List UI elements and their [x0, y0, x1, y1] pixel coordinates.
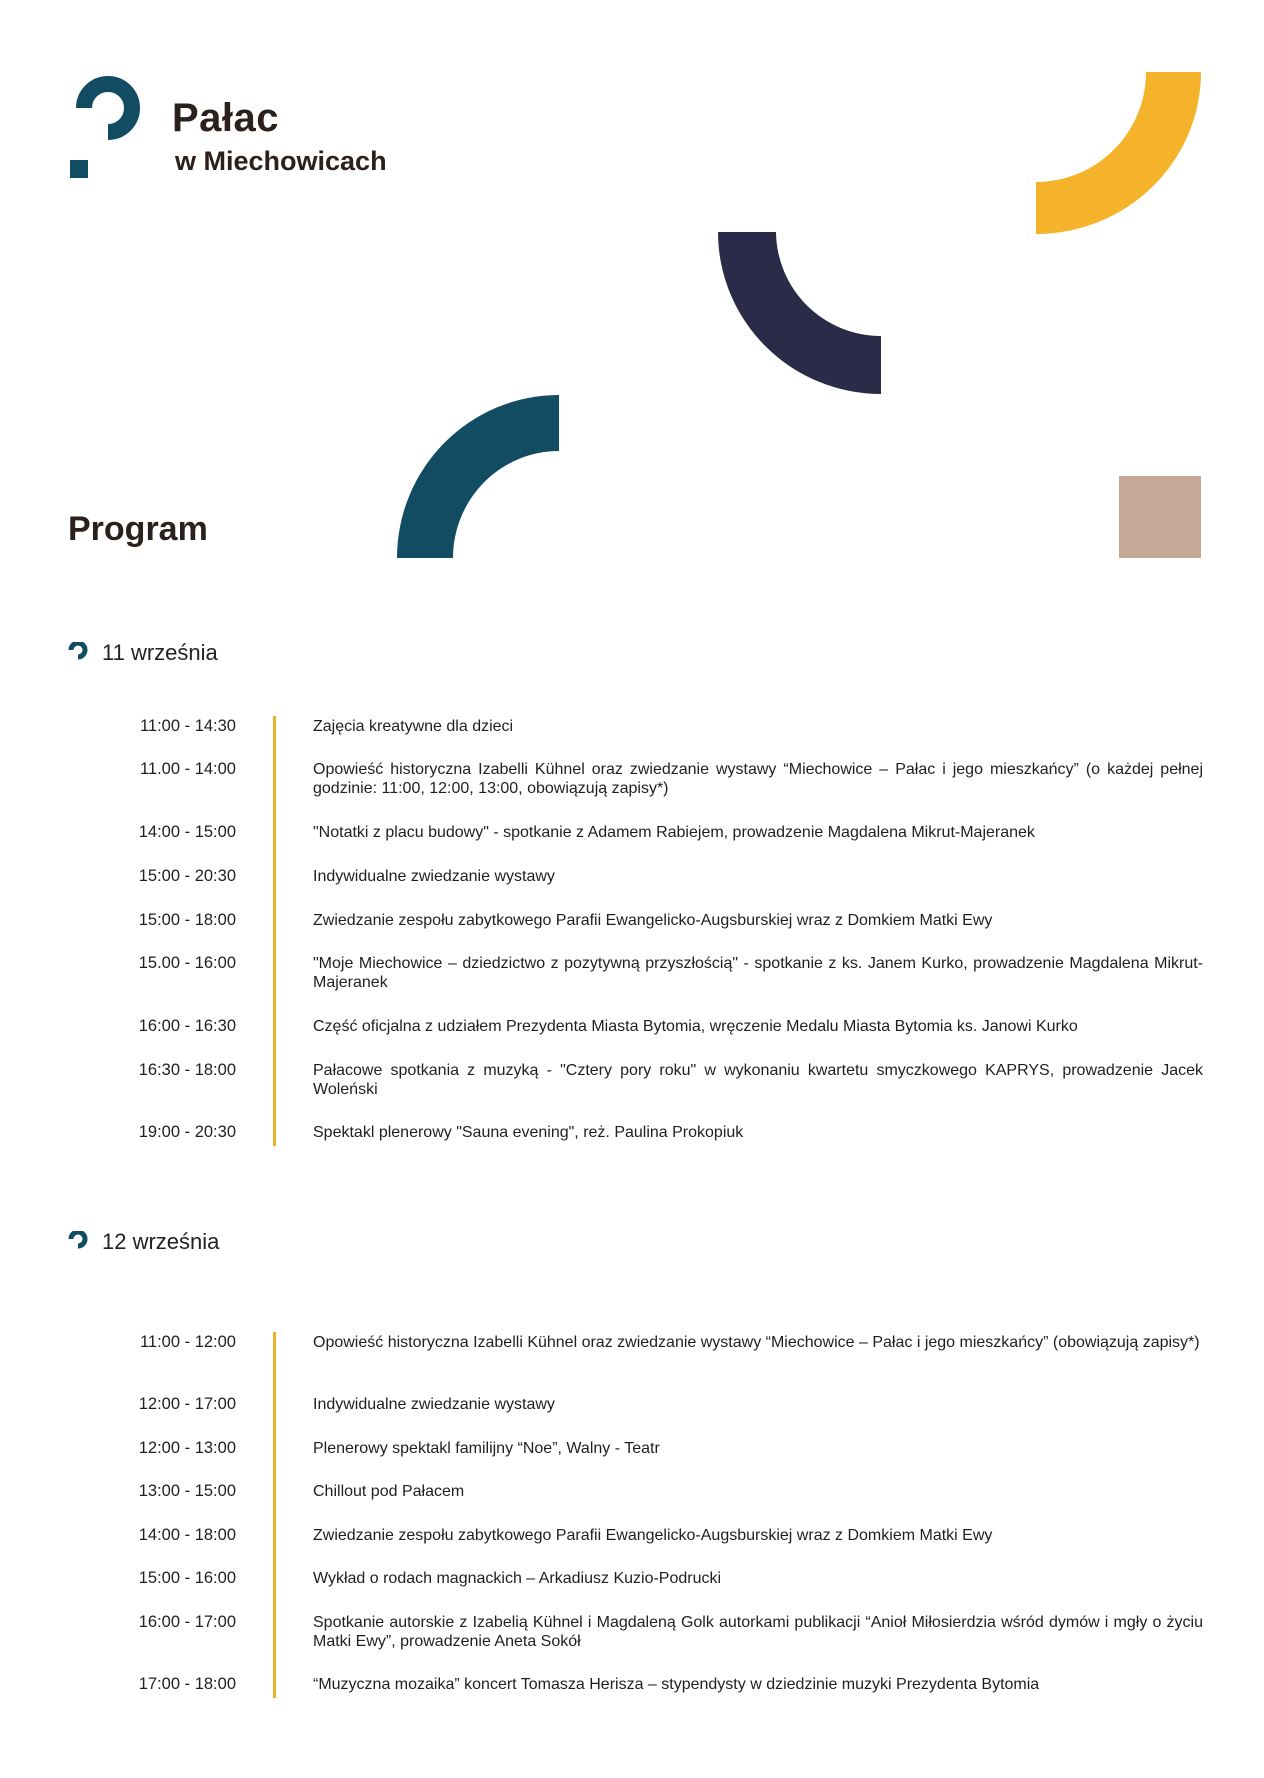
time-range: 15:00 - 16:00 [138, 1569, 236, 1587]
time-range: 19:00 - 20:30 [138, 1123, 236, 1141]
time-range: 12:00 - 13:00 [138, 1439, 236, 1457]
event-description: "Moje Miechowice – dziedzictwo z pozytywną przyszłością" - spotkanie z ks. Janem Kurko, prowadzenie Magdalena Mikrut-Majeranek [313, 955, 1203, 991]
question-mark-bullet-icon [68, 642, 88, 664]
day-heading [68, 640, 218, 666]
event-description: Indywidualne zwiedzanie wystawy [313, 868, 555, 885]
event-description: Opowieść historyczna Izabelli Kühnel oraz zwiedzanie wystawy “Miechowice – Pałac i jego mieszkańcy” (o każdej pełnej godzinie: 11:00, 12:00, 13:00, obowiązują zapisy*) [313, 761, 1203, 797]
event-description: “Muzyczna mozaika” koncert Tomasza Herisza – stypendysty w dziedzinie muzyki Prezydenta Bytomia [313, 1676, 1040, 1693]
yellow-quarter-ring-shape [1036, 72, 1201, 234]
time-range: 16:30 - 18:00 [138, 1061, 236, 1079]
event-description: Zwiedzanie zespołu zabytkowego Parafii Ewangelicko-Augsburskiej wraz z Domkiem Matki Ewy [313, 912, 993, 929]
event-description: Chillout pod Pałacem [313, 1483, 465, 1500]
time-range: 14:00 - 15:00 [138, 823, 236, 841]
time-range: 11:00 - 12:00 [139, 1333, 236, 1351]
teal-quarter-ring-shape [397, 395, 559, 558]
time-range: 11:00 - 14:30 [139, 717, 236, 735]
event-description: Część oficjalna z udziałem Prezydenta Miasta Bytomia, wręczenie Medalu Miasta Bytomia ks. Janowi Kurko [313, 1018, 1078, 1035]
day-label: 11 września [102, 640, 218, 665]
tan-square-shape [1119, 476, 1201, 558]
timeline-divider [273, 716, 276, 1146]
event-description: Opowieść historyczna Izabelli Kühnel oraz zwiedzanie wystawy “Miechowice – Pałac i jego mieszkańcy” (obowiązują zapisy*) [313, 1334, 1200, 1351]
event-description: Plenerowy spektakl familijny “Noe”, Walny - Teatr [313, 1440, 660, 1457]
time-range: 13:00 - 15:00 [138, 1482, 236, 1500]
time-range: 17:00 - 18:00 [138, 1675, 236, 1693]
time-range: 14:00 - 18:00 [138, 1526, 236, 1544]
logo-subtitle: w Miechowicach [175, 146, 387, 176]
time-range: 16:00 - 16:30 [138, 1017, 236, 1035]
logo-title: Pałac [172, 96, 280, 140]
event-description: Zajęcia kreatywne dla dzieci [313, 718, 514, 735]
event-description: Spektakl plenerowy "Sauna evening", reż. Paulina Prokopiuk [313, 1124, 744, 1141]
event-description: Pałacowe spotkania z muzyką - "Cztery pory roku" w wykonaniu kwartetu smyczkowego KAPRYS, prowadzenie Jacek Woleński [313, 1062, 1203, 1098]
program-heading: Program [68, 510, 208, 548]
question-mark-bullet-icon [68, 1231, 88, 1253]
event-description: Indywidualne zwiedzanie wystawy [313, 1396, 555, 1413]
day-label: 12 września [102, 1229, 220, 1254]
navy-quarter-ring-shape [718, 232, 881, 394]
time-range: 15:00 - 18:00 [138, 911, 236, 929]
time-range: 16:00 - 17:00 [138, 1613, 236, 1631]
time-range: 12:00 - 17:00 [138, 1395, 236, 1413]
event-description: Spotkanie autorskie z Izabelią Kühnel i Magdaleną Golk autorkami publikacji “Anioł Miłosierdzia wśród dymów i mgły o życiu Matki Ewy”, prowadzenie Aneta Sokół [313, 1614, 1203, 1650]
day-heading [68, 1229, 219, 1255]
time-range: 15.00 - 16:00 [138, 954, 236, 972]
time-range: 11.00 - 14:00 [139, 760, 236, 778]
event-description: Zwiedzanie zespołu zabytkowego Parafii Ewangelicko-Augsburskiej wraz z Domkiem Matki Ewy [313, 1527, 993, 1544]
event-description: "Notatki z placu budowy" - spotkanie z Adamem Rabiejem, prowadzenie Magdalena Mikrut-Majeranek [313, 824, 1035, 841]
time-range: 15:00 - 20:30 [138, 867, 236, 885]
palace-logo-question-mark-icon [68, 72, 144, 180]
event-description: Wykład o rodach magnackich – Arkadiusz Kuzio-Podrucki [313, 1570, 722, 1587]
timeline-divider [273, 1332, 276, 1698]
